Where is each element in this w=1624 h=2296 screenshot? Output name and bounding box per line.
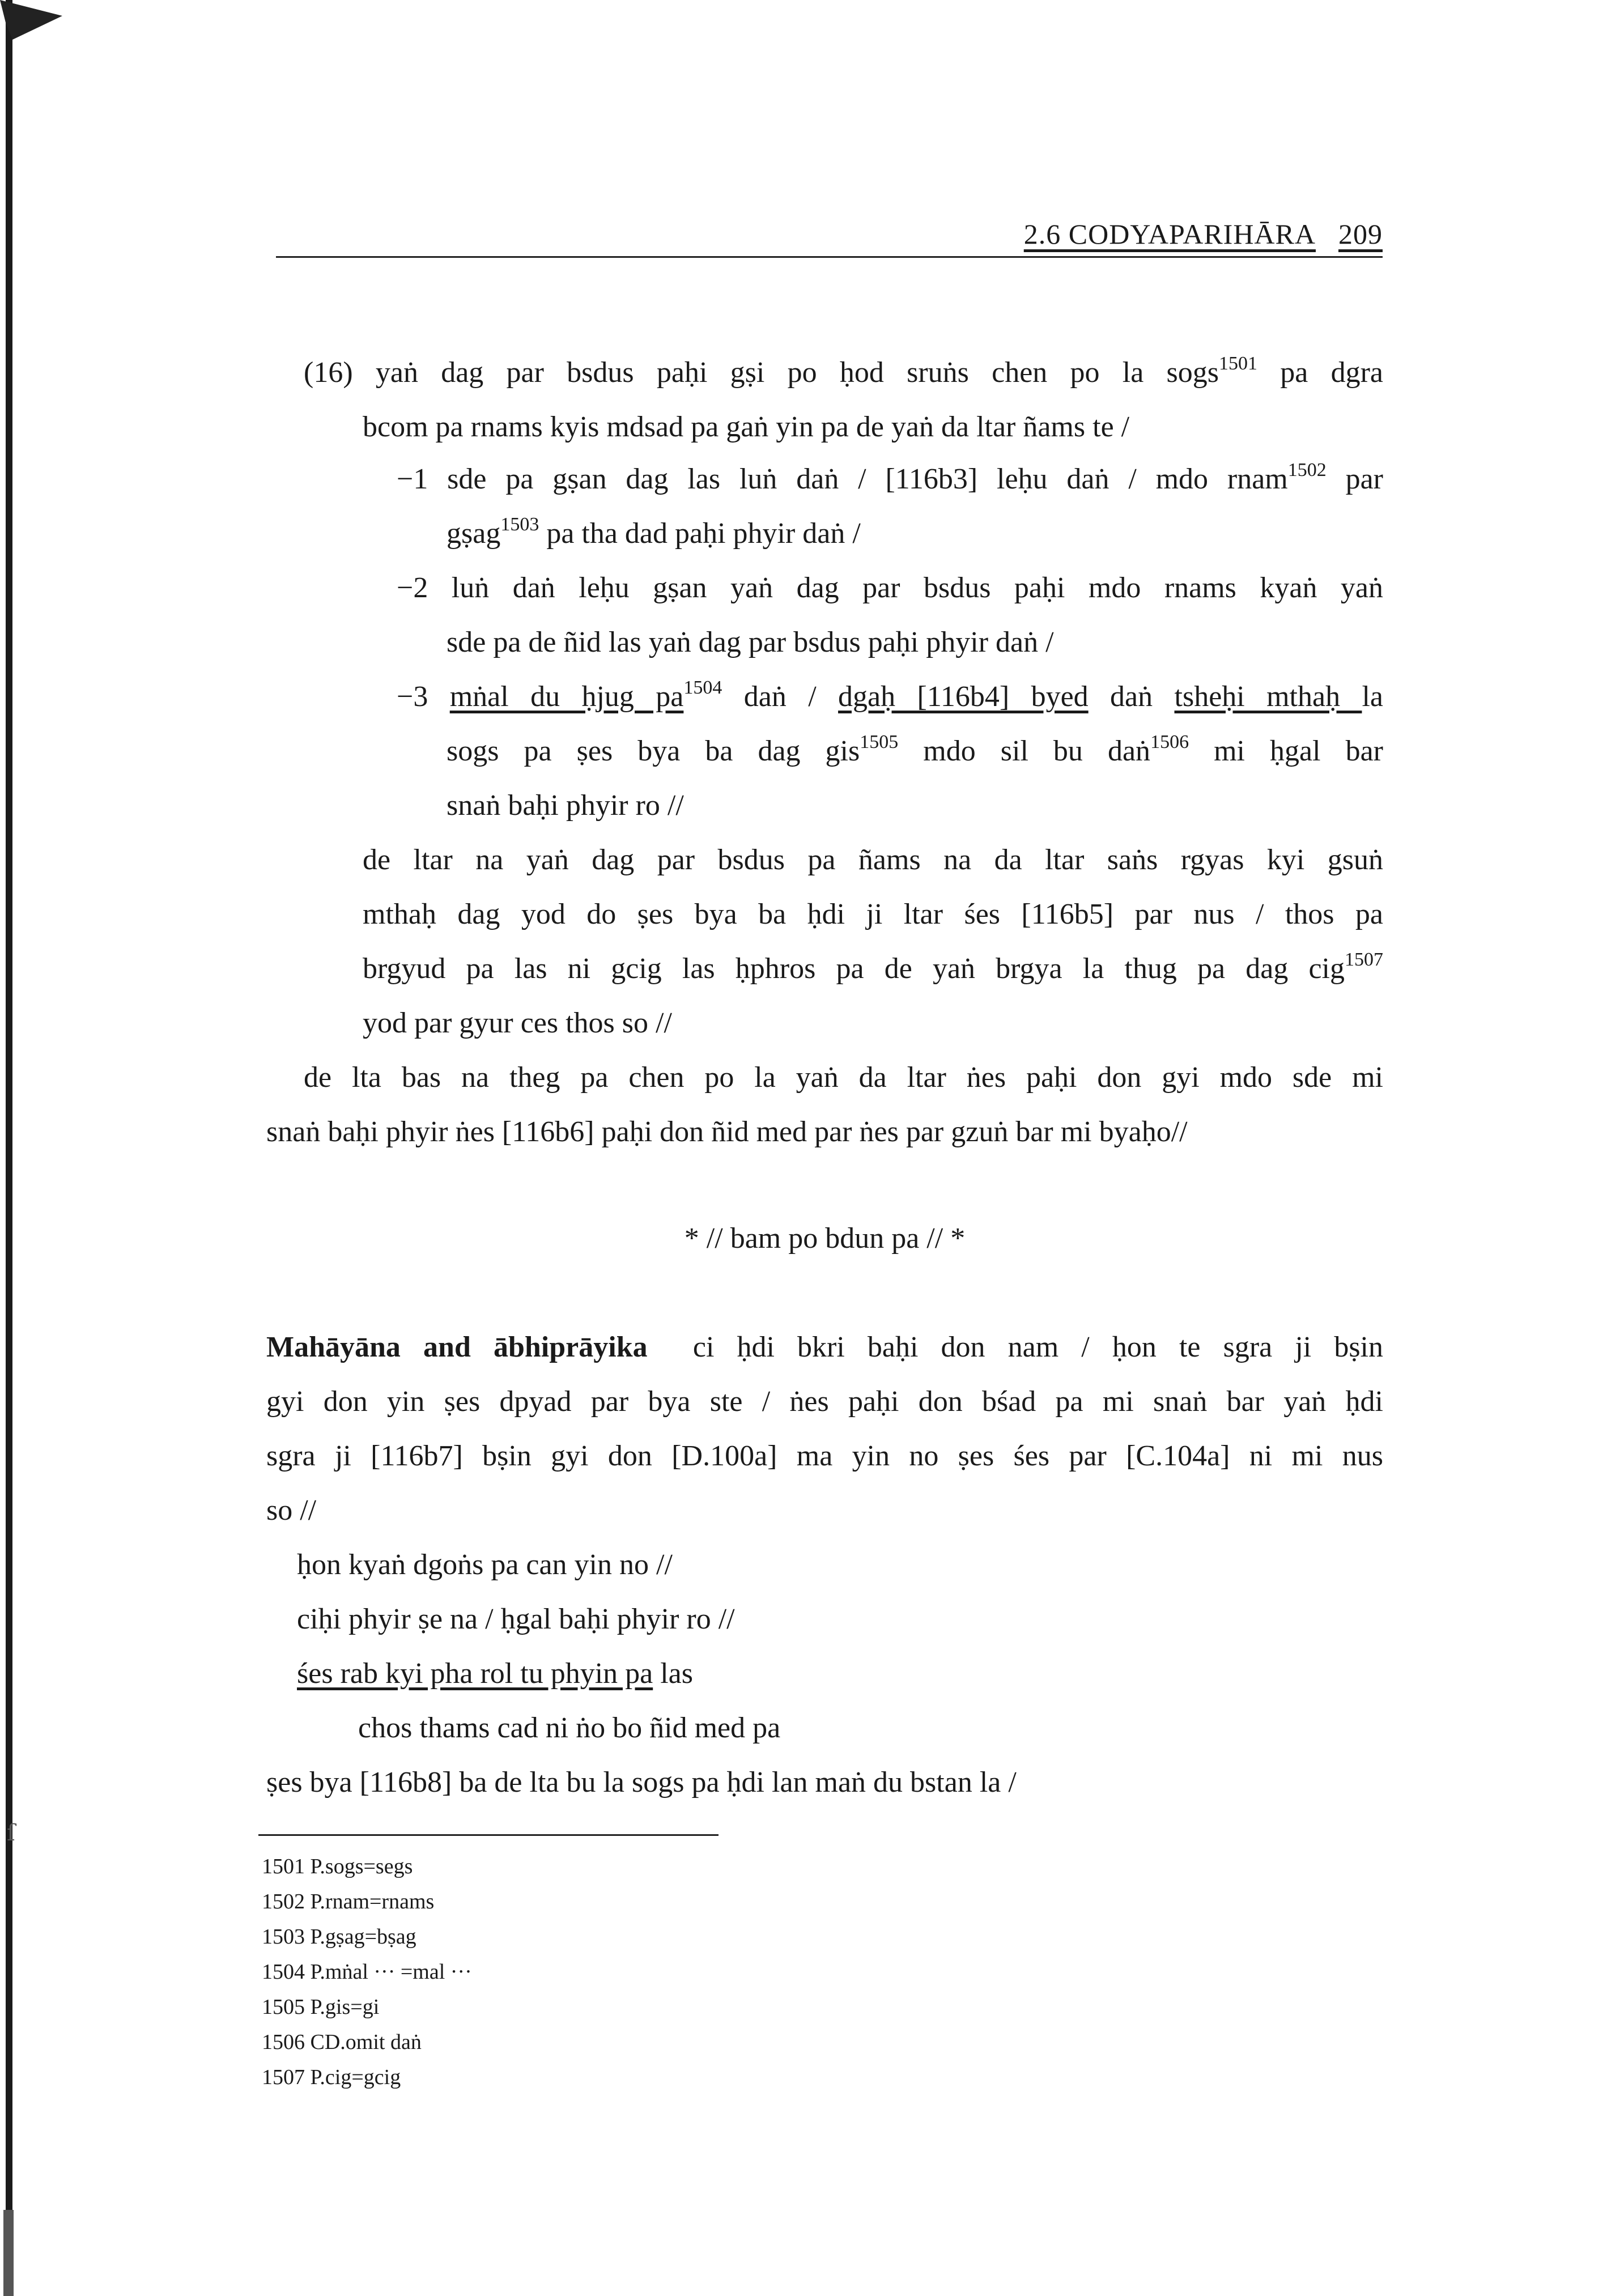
footnote-ref: 1501 <box>1219 353 1258 374</box>
text-line: mthaḥ dag yod do ṣes bya ba ḥdi ji ltar śes [116b5] par nus / thos pa <box>363 898 1383 930</box>
text-line: ḥon kyaṅ dgoṅs pa can yin no // <box>297 1549 673 1581</box>
footnote-ref: 1506 <box>1150 732 1189 752</box>
footnote: 1505 P.gis=gi <box>262 1995 380 2019</box>
text-line: snaṅ baḥi phyir ṅes [116b6] paḥi don ñid med par ṅes par gzuṅ bar mi byaḥo// <box>266 1116 1188 1148</box>
page-binding-edge <box>0 0 62 2296</box>
text-line: snaṅ baḥi phyir ro // <box>447 789 684 822</box>
text-line: de lta bas na theg pa chen po la yaṅ da ltar ṅes paḥi don gyi mdo sde mi <box>304 1061 1383 1094</box>
text-line: chos thams cad ni ṅo bo ñid med pa <box>358 1712 781 1744</box>
text-line: sgra ji [116b7] bṣin gyi don [D.100a] ma yin no ṣes śes par [C.104a] ni mi nus <box>266 1440 1383 1472</box>
running-head <box>958 218 1383 250</box>
footnote-ref: 1505 <box>860 732 899 752</box>
text-line: yod par gyur ces thos so // <box>363 1007 672 1039</box>
footnote: 1504 P.mṅal ··· =mal ··· <box>262 1960 472 1984</box>
footnote: 1506 CD.omit daṅ <box>262 2030 422 2054</box>
footnote-ref: 1503 <box>500 514 539 535</box>
text-line: brgyud pa las ni gcig las ḥphros pa de yaṅ brgya la thug pa dag cig$^{1507}$ <box>363 949 1383 985</box>
page-number: 209 <box>1338 218 1383 250</box>
text-line: −1 sde pa gṣan dag las luṅ daṅ / [116b3] leḥu daṅ / mdo rnam$^{1502}$ par <box>397 460 1383 495</box>
header-rule <box>276 256 1383 258</box>
text-line: sogs pa ṣes bya ba dag gis$^{1505}$ mdo sil bu daṅ$^{1506}$ mi ḥgal bar <box>447 732 1383 767</box>
text-line: ṣes bya [116b8] ba de lta bu la sogs pa ḥdi lan maṅ du bstan la / <box>266 1766 1017 1798</box>
footnote-ref: 1502 <box>1287 460 1327 481</box>
chapter-separator: * // bam po bdun pa // * <box>684 1222 966 1255</box>
text-line: ciḥi phyir ṣe na / ḥgal baḥi phyir ro // <box>297 1603 735 1635</box>
text-line: śes rab kyi pha rol tu phyin pa las <box>297 1657 693 1690</box>
footnote-rule <box>258 1834 719 1836</box>
footnote-ref: 1507 <box>1345 949 1383 970</box>
footnote-ref: 1504 <box>683 677 722 698</box>
text-line: so // <box>266 1494 317 1527</box>
text-line: gṣag$^{1503}$ pa tha dad paḥi phyir daṅ / <box>447 514 861 550</box>
footnote: 1507 P.cig=gcig <box>262 2065 401 2089</box>
footnote: 1501 P.sogs=segs <box>262 1855 413 1878</box>
text-line: −2 luṅ daṅ leḥu gṣan yaṅ dag par bsdus paḥi mdo rnams kyaṅ yaṅ <box>397 572 1383 604</box>
text-line: sde pa de ñid las yaṅ dag par bsdus paḥi phyir daṅ / <box>447 626 1054 658</box>
footnote: 1502 P.rnam=rnams <box>262 1890 435 1914</box>
section-title: 2.6 CODYAPARIHĀRA <box>1023 218 1316 250</box>
text-line: (16) yaṅ dag par bsdus paḥi gṣi po ḥod sruṅs chen po la sogs$^{1501}$ pa dgra <box>304 353 1383 389</box>
section-heading: Mahāyāna and ābhiprāyika <box>266 1331 648 1363</box>
text-line: de ltar na yaṅ dag par bsdus pa ñams na da ltar saṅs rgyas kyi gsuṅ <box>363 844 1383 876</box>
text-line: −3 mṅal du ḥjug $pa^{1504}$ daṅ / dgaḥ [116b4] byed daṅ tsheḥi mthaḥ la <box>397 677 1383 713</box>
text-line: Mahāyāna and ābhiprāyika ci ḥdi bkri baḥi don nam / ḥon te sgra ji bṣin <box>266 1331 1384 1363</box>
margin-mark: ſ <box>7 1820 15 1846</box>
footnote: 1503 P.gṣag=bṣag <box>262 1925 416 1949</box>
text-line: gyi don yin ṣes dpyad par bya ste / ṅes paḥi don bśad pa mi snaṅ bar yaṅ ḥdi <box>266 1385 1383 1418</box>
text-line: bcom pa rnams kyis mdsad pa gaṅ yin pa de yaṅ da ltar ñams te / <box>363 411 1130 443</box>
